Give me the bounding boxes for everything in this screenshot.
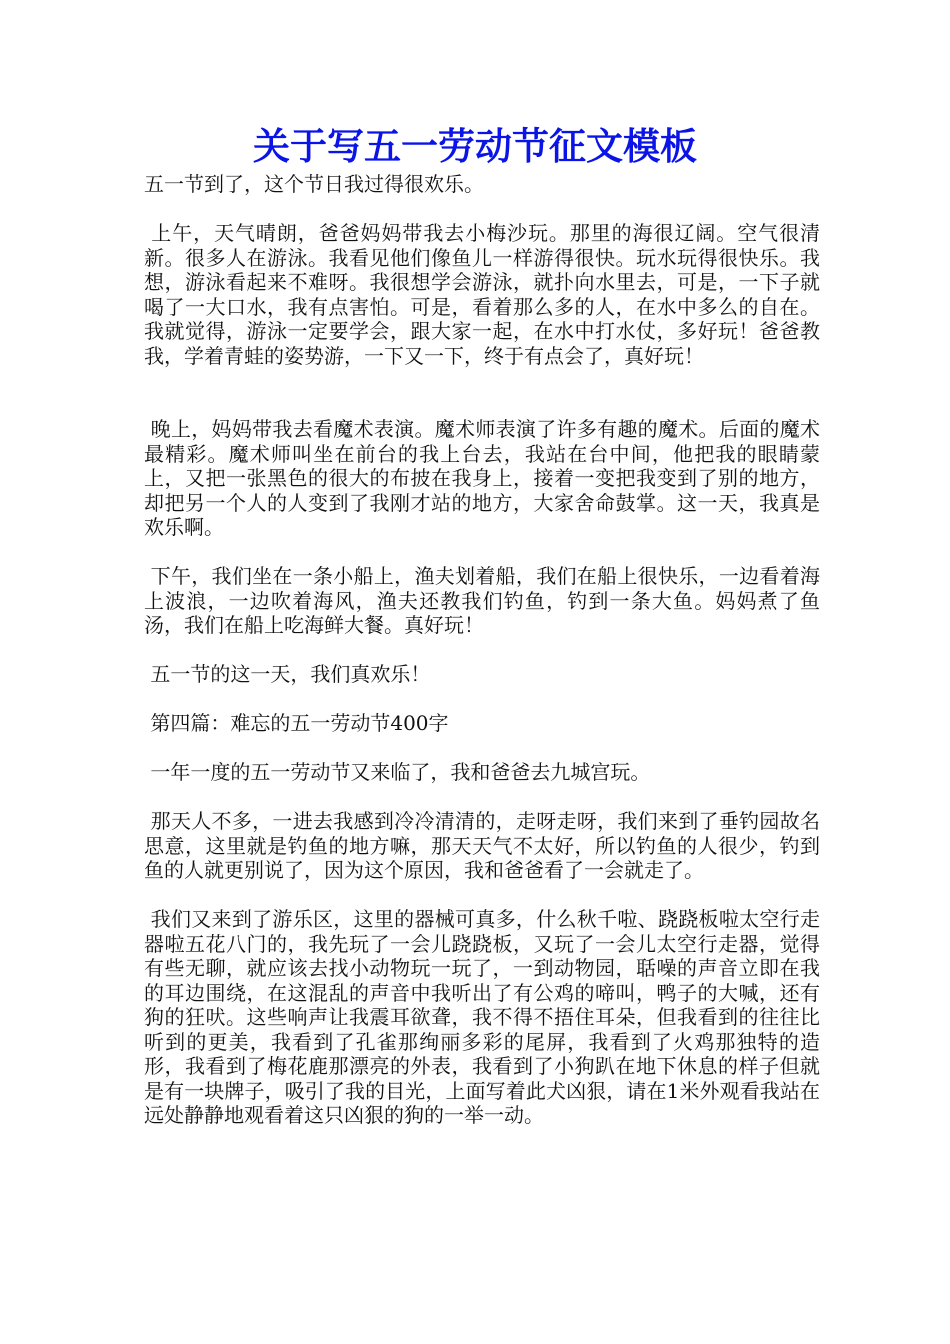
paragraph-2: 上午，天气晴朗，爸爸妈妈带我去小梅沙玩。那里的海很辽阔。空气很清新。很多人在游泳。我看见他们像鱼儿一样游得很快。玩水玩得很快乐。我想，游泳看起来不难呀。我很想学会游泳，就扑向水里去，可是，一下子就喝了一大口水，我有点害怕。可是，看着那么多的人，在水中多么的自在。我就觉得，游泳一定要学会，跟大家一起，在水中打水仗，多好玩！爸爸教我，学着青蛙的姿势游，一下又一下，终于有点会了，真好玩！ — [144, 221, 821, 368]
paragraph-4: 下午，我们坐在一条小船上，渔夫划着船，我们在船上很快乐，一边看着海上波浪，一边吹着海风，渔夫还教我们钓鱼，钓到一条大鱼。妈妈煮了鱼汤，我们在船上吃海鲜大餐。真好玩！ — [144, 564, 821, 637]
paragraph-spacer — [144, 368, 820, 417]
document-title: 关于写五一劳动节征文模板 — [253, 124, 697, 168]
paragraph-8: 我们又来到了游乐区，这里的器械可真多，什么秋千啦、跷跷板啦太空行走器啦五花八门的，我先玩了一会儿跷跷板，又玩了一会儿太空行走器，觉得有些无聊，就应该去找小动物玩一玩了，一到动物园，聒噪的声音立即在我的耳边围绕，在这混乱的声音中我听出了有公鸡的啼叫，鸭子的大喊，还有狗的狂吠。这些响声让我震耳欲聋，我不得不捂住耳朵，但我看到的往往比听到的更美，我看到了孔雀那绚丽多彩的尾屏，我看到了火鸡那独特的造形，我看到了梅花鹿那漂亮的外表，我看到了小狗趴在地下休息的样子但就是有一块牌子，吸引了我的目光，上面写着此犬凶狠，请在1米外观看我站在远处静静地观看着这只凶狠的狗的一举一动。 — [144, 907, 821, 1127]
section-heading: 第四篇：难忘的五一劳动节400字 — [144, 711, 449, 735]
paragraph-spacer — [144, 638, 820, 663]
paragraph-spacer — [144, 736, 820, 761]
paragraph-spacer — [144, 785, 820, 810]
document-body — [144, 172, 820, 1128]
paragraph-6: 一年一度的五一劳动节又来临了，我和爸爸去九城宫玩。 — [144, 760, 651, 784]
paragraph-spacer — [144, 197, 820, 222]
paragraph-7: 那天人不多，一进去我感到冷冷清清的，走呀走呀，我们来到了垂钓园故名思意，这里就是钓鱼的地方嘛，那天天气不太好，所以钓鱼的人很少，钓到鱼的人就更别说了，因为这个原因，我和爸爸看了一会就走了。 — [144, 809, 821, 882]
paragraph-3: 晚上，妈妈带我去看魔术表演。魔术师表演了许多有趣的魔术。后面的魔术最精彩。魔术师叫坐在前台的我上台去，我站在台中间，他把我的眼睛蒙上，又把一张黑色的很大的布披在我身上，接着一变把我变到了别的地方，却把另一个人的人变到了我刚才站的地方，大家舍命鼓掌。这一天，我真是欢乐啊。 — [144, 417, 821, 539]
paragraph-spacer — [144, 883, 820, 908]
paragraph-5: 五一节的这一天，我们真欢乐！ — [144, 662, 431, 686]
paragraph-1: 五一节到了，这个节日我过得很欢乐。 — [144, 172, 484, 196]
paragraph-spacer — [144, 540, 820, 565]
paragraph-spacer — [144, 687, 820, 712]
